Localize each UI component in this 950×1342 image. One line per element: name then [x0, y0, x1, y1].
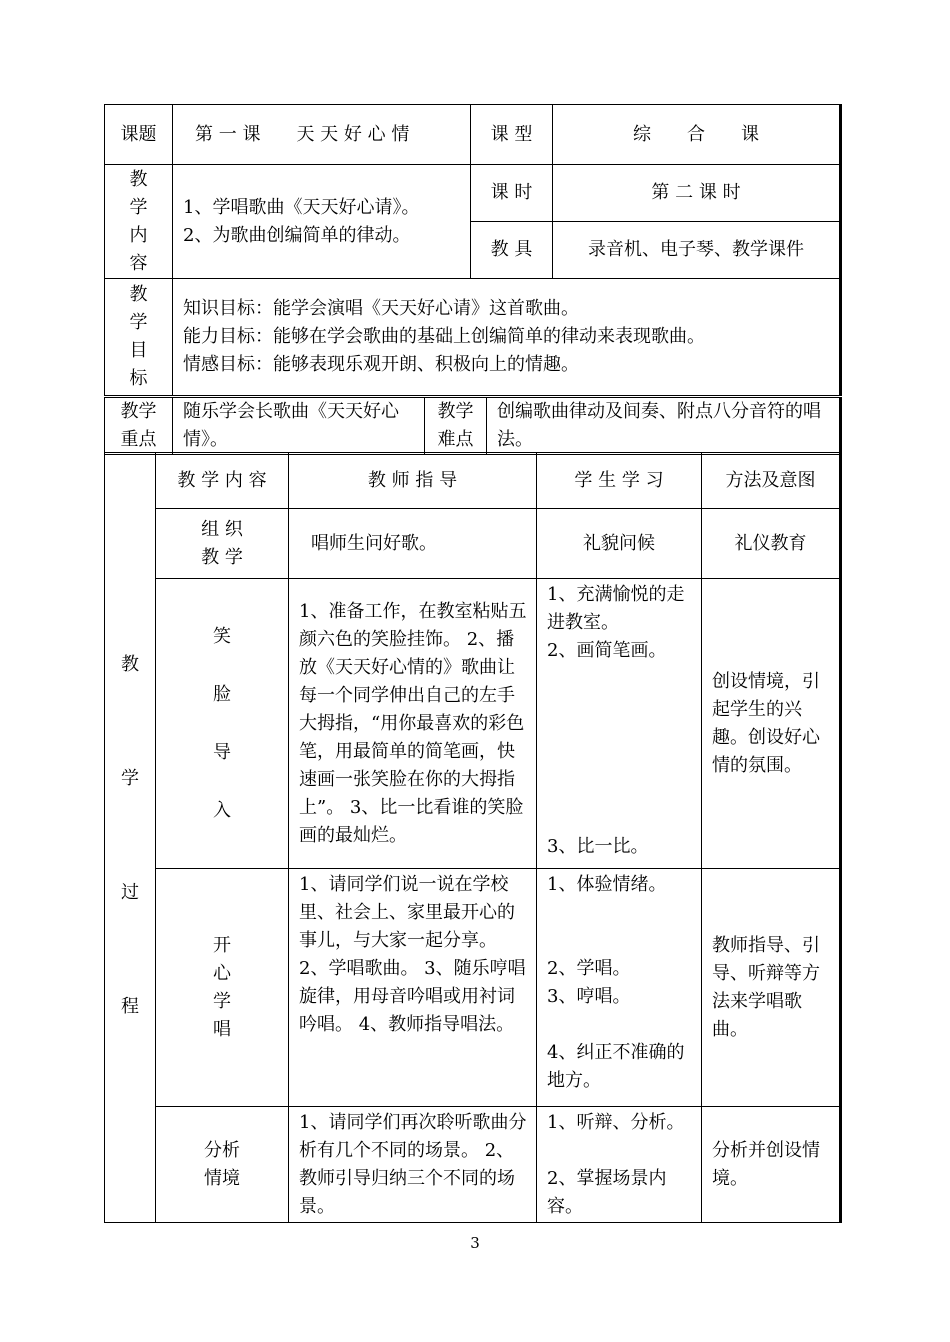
difficulty-label: 教学 难点 [425, 398, 487, 455]
table-row [105, 509, 841, 579]
type-label: 课 型 [471, 105, 553, 165]
key-value: 随乐学会长歌曲《天天好心情》。 [173, 398, 425, 455]
row-teacher: 1、准备工作，在教室粘贴五颜六色的笑脸挂饰。 2、播放《天天好心情的》歌曲让每一个同学伸出自己的左手大拇指，“用你最喜欢的彩色笔，用最简单的简笔画，快速画一张笑脸在你的大拇指上”。 3、比一比看谁的笑脸画的最灿烂。 [289, 579, 537, 869]
row-student: 1、听辩、分析。 2、掌握场景内容。 [537, 1107, 702, 1223]
content-value: 1、学唱歌曲《天天好心请》。 2、为歌曲创编简单的律动。 [173, 165, 471, 279]
column-header-student: 学 生 学 习 [537, 453, 702, 509]
row-student: 1、充满愉悦的走进教室。 2、画简笔画。 3、比一比。 [537, 579, 702, 869]
goal-label: 教 学 目 标 [105, 279, 173, 396]
row-method: 分析并创设情境。 [702, 1107, 841, 1223]
process-table [104, 452, 842, 1223]
row-teacher: 1、请同学们说一说在学校里、社会上、家里最开心的事儿，与大家一起分享。 2、学唱歌曲。 3、随乐哼唱旋律，用母音吟唱或用衬词吟唱。 4、教师指导唱法。 [289, 869, 537, 1107]
tools-label: 教 具 [471, 222, 553, 279]
row-content: 组 织 教 学 [156, 509, 289, 579]
row-teacher: 唱师生问好歌。 [289, 509, 537, 579]
page-number: 3 [470, 1234, 480, 1252]
row-method: 礼仪教育 [702, 509, 841, 579]
row-content: 笑 脸 导 入 [156, 579, 289, 869]
table-row [105, 1107, 841, 1223]
topic-label: 课题 [105, 105, 173, 165]
row-content: 分析 情境 [156, 1107, 289, 1223]
column-header-method: 方法及意图 [702, 453, 841, 509]
topic-value: 第 一 课 天 天 好 心 情 [173, 105, 471, 165]
tools-value: 录音机、电子琴、教学课件 [553, 222, 841, 279]
column-header-teacher: 教 师 指 导 [289, 453, 537, 509]
key-label: 教学 重点 [105, 398, 173, 455]
process-side-label: 教 学 过 程 [105, 453, 156, 1223]
period-label: 课 时 [471, 165, 553, 222]
table-row [105, 869, 841, 1107]
lesson-header-table [104, 104, 842, 396]
row-method: 教师指导、引导、听辩等方法来学唱歌曲。 [702, 869, 841, 1107]
content-label: 教 学 内 容 [105, 165, 173, 279]
row-teacher: 1、请同学们再次聆听歌曲分析有几个不同的场景。 2、教师引导归纳三个不同的场景。 [289, 1107, 537, 1223]
row-student: 1、体验情绪。 2、学唱。 3、哼唱。 4、纠正不准确的地方。 [537, 869, 702, 1107]
row-student: 礼貌问候 [537, 509, 702, 579]
goal-value: 知识目标：能学会演唱《天天好心请》这首歌曲。 能力目标：能够在学会歌曲的基础上创编简单的律动来表现歌曲。 情感目标：能够表现乐观开朗、积极向上的情趣。 [173, 279, 841, 396]
row-content: 开 心 学 唱 [156, 869, 289, 1107]
row-method: 创设情境，引起学生的兴趣。创设好心情的氛围。 [702, 579, 841, 869]
table-row [105, 579, 841, 869]
key-points-table [104, 397, 842, 455]
difficulty-value: 创编歌曲律动及间奏、附点八分音符的唱法。 [487, 398, 841, 455]
type-value: 综 合 课 [553, 105, 841, 165]
column-header-content: 教 学 内 容 [156, 453, 289, 509]
period-value: 第 二 课 时 [553, 165, 841, 222]
